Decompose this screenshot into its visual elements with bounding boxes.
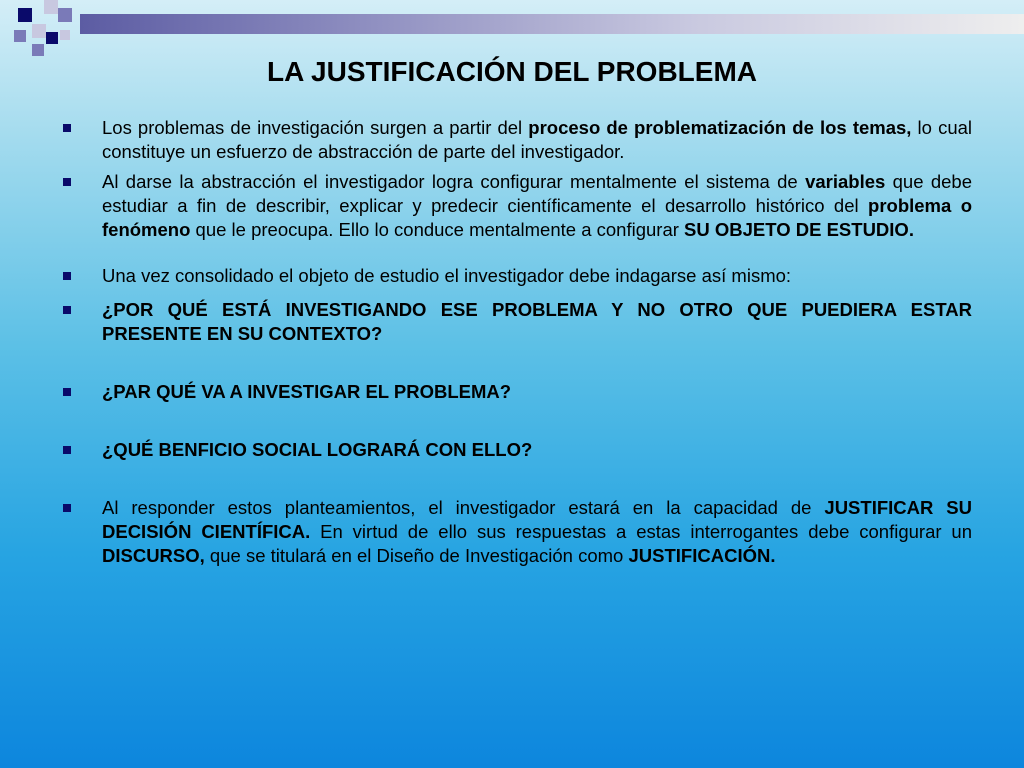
text-run: lo cual constituye un esfuerzo de abstracción de parte del investigador. [102, 117, 973, 162]
bullet-square-icon [63, 388, 71, 396]
text-run: que le preocupa. Ello lo conduce mentalmente a configurar [190, 219, 685, 240]
bullet-square-icon [63, 504, 71, 512]
decorative-header [0, 0, 1024, 60]
bullet-text [102, 299, 972, 344]
bold-text-run: JUSTIFICAR SU DECISIÓN CIENTÍFICA. [102, 497, 972, 542]
deco-square-mid [58, 8, 72, 22]
bullet-item-2 [60, 170, 972, 242]
text-run: Una vez consolidado el objeto de estudio el investigador debe indagarse así mismo: [102, 265, 792, 286]
text-run: que se titulará en el Diseño de Investigación como [204, 545, 629, 566]
bullet-text [102, 497, 972, 566]
bold-text-run: problema o fenómeno [102, 195, 972, 240]
deco-square-mid [32, 44, 44, 56]
bullet-square-icon [63, 306, 71, 314]
bold-text-run: DISCURSO, [102, 545, 205, 566]
deco-square-light [44, 0, 58, 14]
bullet-item-4 [60, 298, 972, 346]
bold-text-run: SU OBJETO DE ESTUDIO. [684, 219, 914, 240]
deco-square-light [32, 24, 46, 38]
text-run: Al responder estos planteamientos, el investigador estará en la capacidad de [102, 497, 825, 518]
bullet-text [102, 439, 532, 460]
bullet-item-3 [60, 264, 972, 288]
deco-square-dark [18, 8, 32, 22]
deco-square-light [60, 30, 70, 40]
bullet-list [60, 116, 972, 568]
bold-text-run: proceso de problematización de los temas, [528, 117, 912, 138]
bold-text-run: ¿QUÉ BENFICIO SOCIAL LOGRARÁ CON ELLO? [102, 439, 533, 460]
text-run: En virtud de ello sus respuestas a estas interrogantes debe configurar un [310, 521, 972, 542]
bullet-item-6 [60, 438, 972, 462]
bold-text-run: variables [805, 171, 886, 192]
bullet-square-icon [63, 272, 71, 280]
deco-gradient-bar [80, 14, 1024, 34]
bold-text-run: JUSTIFICACIÓN. [628, 545, 776, 566]
bullet-square-icon [63, 124, 71, 132]
text-run: Los problemas de investigación surgen a partir del [102, 117, 529, 138]
bullet-item-7 [60, 496, 972, 568]
bullet-item-5 [60, 380, 972, 404]
bullet-text [102, 265, 791, 286]
slide-title: LA JUSTIFICACIÓN DEL PROBLEMA [266, 56, 757, 87]
text-run: Al darse la abstracción el investigador logra configurar mentalmente el sistema de [102, 171, 806, 192]
deco-square-mid [14, 30, 26, 42]
bullet-text [102, 171, 972, 240]
bullet-text [102, 117, 972, 162]
bullet-text [102, 381, 511, 402]
bold-text-run: ¿PAR QUÉ VA A INVESTIGAR EL PROBLEMA? [102, 381, 512, 402]
bullet-square-icon [63, 178, 71, 186]
bullet-square-icon [63, 446, 71, 454]
deco-square-dark [46, 32, 58, 44]
text-run: que debe estudiar a fin de describir, explicar y predecir científicamente el desarrollo histórico del [102, 171, 973, 216]
bold-text-run: ¿POR QUÉ ESTÁ INVESTIGANDO ESE PROBLEMA Y NO OTRO QUE PUEDIERA ESTAR PRESENTE EN SU CONTEXTO? [102, 299, 972, 344]
bullet-item-1 [60, 116, 972, 164]
